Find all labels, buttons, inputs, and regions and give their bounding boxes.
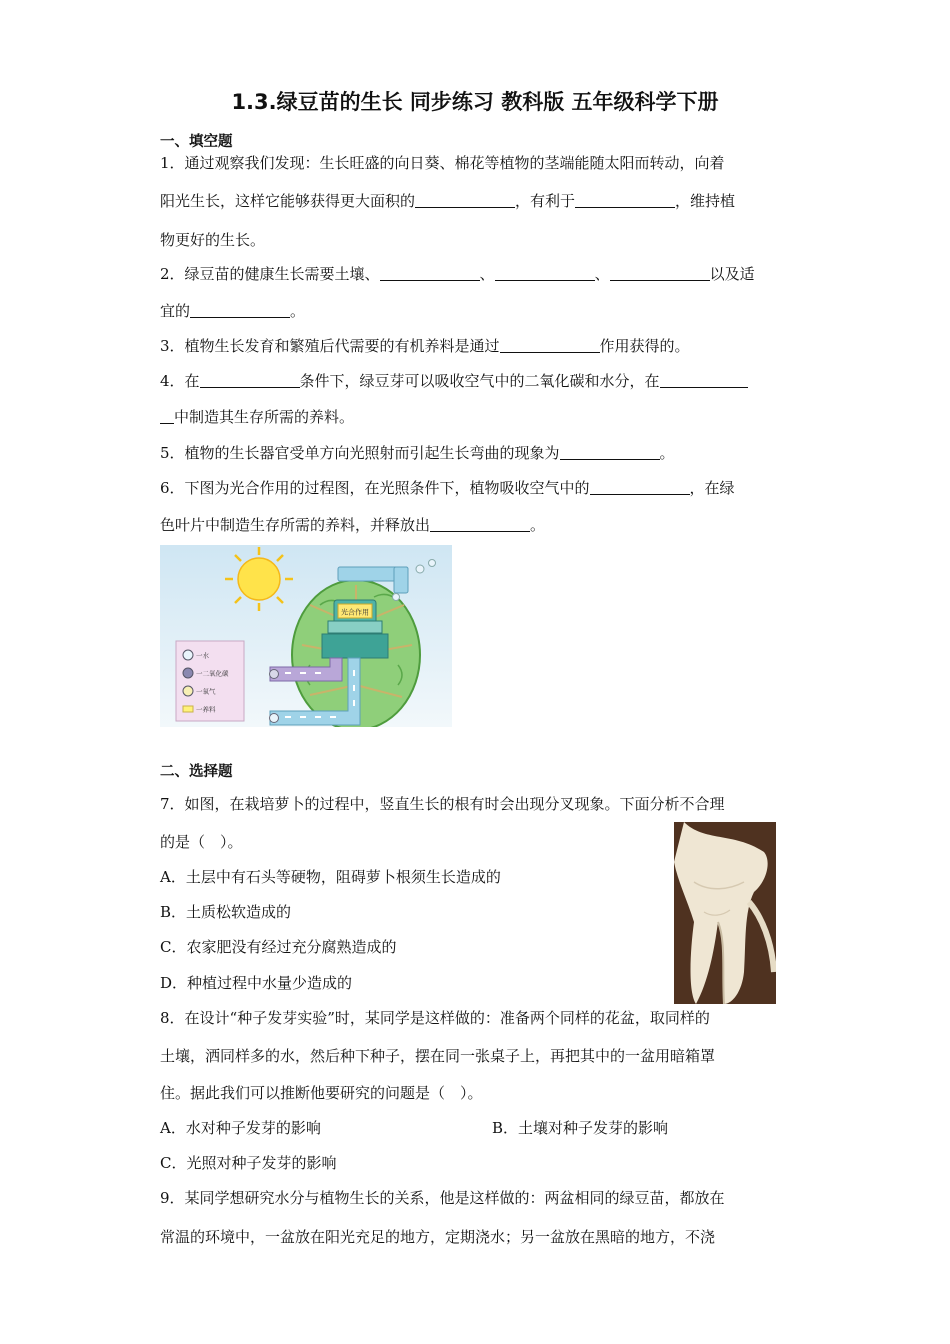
q3-line: 3．植物生长发育和繁殖后代需要的有机养料是通过 作用获得的。	[160, 337, 690, 355]
q8-line1: 8．在设计“种子发芽实验”时，某同学是这样做的：准备两个同样的花盆，取同样的	[160, 1009, 710, 1027]
section-multiple-choice: 二、选择题	[160, 764, 233, 780]
answer-blank[interactable]	[200, 372, 300, 388]
q1-line3: 物更好的生长。	[160, 231, 266, 249]
q1-line1: 1．通过观察我们发现：生长旺盛的向日葵、棉花等植物的茎端能随太阳而转动，向着	[160, 154, 725, 172]
answer-blank[interactable]	[560, 444, 660, 460]
q4-line2: 中制造其生存所需的养料。	[160, 406, 354, 427]
q8-option-c[interactable]: C．光照对种子发芽的影响	[160, 1154, 337, 1172]
q8-option-a[interactable]: A．水对种子发芽的影响	[160, 1119, 321, 1137]
photosynthesis-diagram	[160, 545, 452, 727]
q9-line2: 常温的环境中，一盆放在阳光充足的地方，定期浇水；另一盆放在黑暗的地方，不浇	[160, 1228, 716, 1246]
answer-blank[interactable]	[660, 372, 748, 388]
q5-line: 5．植物的生长器官受单方向光照射而引起生长弯曲的现象为 。	[160, 444, 675, 462]
q7-option-b[interactable]: B．土质松软造成的	[160, 903, 292, 921]
machine-label: 光合作用	[341, 608, 369, 617]
section-fill-in: 一、填空题	[160, 134, 233, 150]
answer-blank[interactable]	[610, 265, 710, 281]
answer-blank[interactable]	[500, 337, 600, 353]
page-title: 1.3.绿豆苗的生长 同步练习 教科版 五年级科学下册	[231, 90, 719, 114]
q6-line2: 色叶片中制造生存所需的养料，并释放出 。	[160, 516, 546, 534]
q7-line1: 7．如图，在栽培萝卜的过程中，竖直生长的根有时会出现分叉现象。下面分析不合理	[160, 795, 725, 813]
q9-line1: 9．某同学想研究水分与植物生长的关系，他是这样做的：两盆相同的绿豆苗，都放在	[160, 1189, 725, 1207]
q8-line3: 住。据此我们可以推断他要研究的问题是（ ）。	[160, 1084, 483, 1102]
q1-line2: 阳光生长，这样它能够获得更大面积的 ，有利于 ，维持植	[160, 192, 736, 210]
answer-blank[interactable]	[415, 192, 515, 208]
q7-option-c[interactable]: C．农家肥没有经过充分腐熟造成的	[160, 938, 397, 956]
q4-line1: 4．在 条件下，绿豆芽可以吸收空气中的二氧化碳和水分，在	[160, 370, 748, 391]
legend-water: 一水	[196, 651, 209, 660]
legend-oxygen: 一氧气	[196, 687, 216, 696]
diagram-legend	[176, 641, 244, 721]
legend-carbon-dioxide: 一二氧化碳	[196, 669, 229, 678]
forked-radish-image	[674, 822, 776, 1004]
q6-line1: 6．下图为光合作用的过程图，在光照条件下，植物吸收空气中的 ，在绿	[160, 479, 735, 497]
answer-blank[interactable]	[495, 265, 595, 281]
legend-nutrients: 一养料	[196, 705, 216, 714]
q7-line2: 的是（ ）。	[160, 833, 243, 851]
q2-line2: 宜的 。	[160, 302, 306, 320]
q8-option-b[interactable]: B．土壤对种子发芽的影响	[492, 1119, 669, 1137]
answer-blank-continued[interactable]	[160, 408, 174, 424]
answer-blank[interactable]	[590, 479, 690, 495]
answer-blank[interactable]	[575, 192, 675, 208]
answer-blank[interactable]	[430, 516, 530, 532]
q8-line2: 土壤，洒同样多的水，然后种下种子，摆在同一张桌子上，再把其中的一盆用暗箱罩	[160, 1047, 716, 1065]
q2-line1: 2．绿豆苗的健康生长需要土壤、 、 、 以及适	[160, 265, 755, 283]
answer-blank[interactable]	[380, 265, 480, 281]
q7-option-a[interactable]: A．土层中有石头等硬物，阻碍萝卜根须生长造成的	[160, 868, 501, 886]
q7-option-d[interactable]: D．种植过程中水量少造成的	[160, 974, 353, 992]
answer-blank[interactable]	[190, 302, 290, 318]
